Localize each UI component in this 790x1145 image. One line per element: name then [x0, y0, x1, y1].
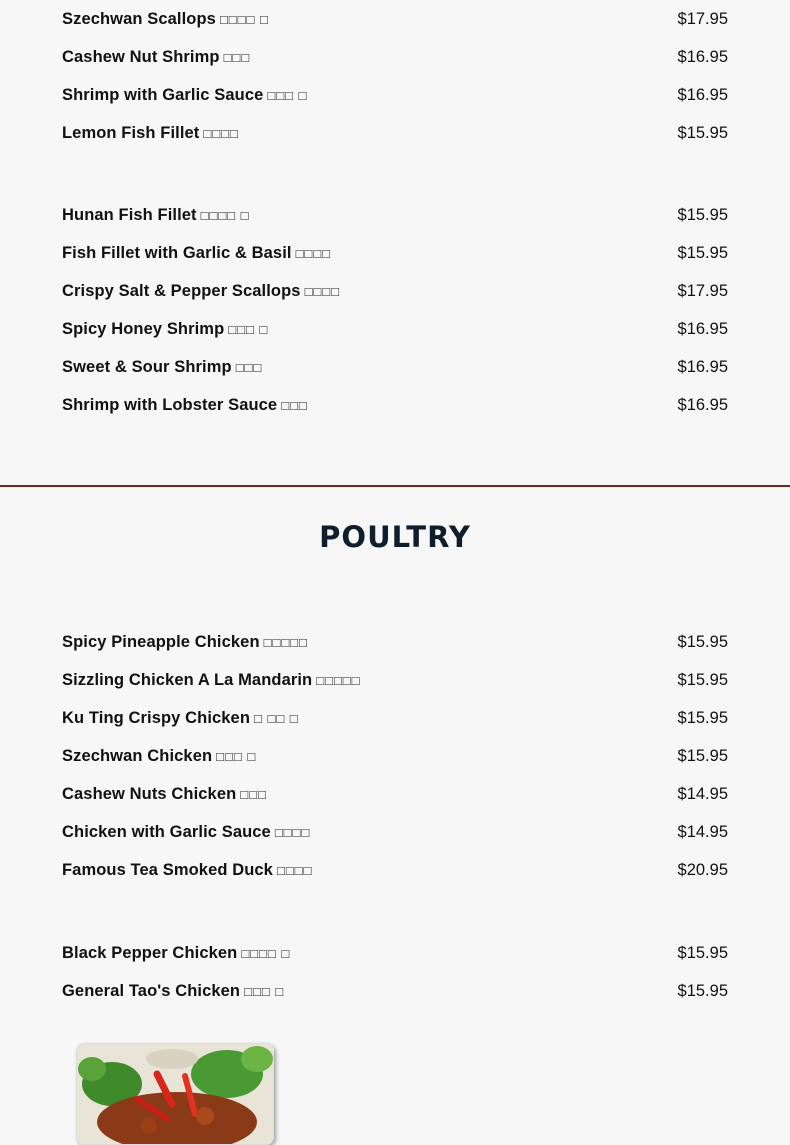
menu-item: [62, 934, 728, 972]
menu-item-name: Hunan Fish Fillet: [62, 205, 197, 224]
menu-item-price: $17.95: [677, 281, 728, 300]
menu-item-price: $14.95: [677, 822, 728, 841]
menu-item: [62, 386, 728, 424]
menu-item-label: [62, 244, 331, 263]
menu-item-chinese-name: □□□□ □: [219, 11, 269, 27]
menu-item: [62, 310, 728, 348]
menu-item-label: [62, 358, 262, 377]
menu-item: [62, 196, 728, 234]
menu-item-label: [62, 785, 267, 804]
menu-item-price: $15.95: [677, 981, 728, 1000]
menu-item-name: Cashew Nut Shrimp: [62, 47, 220, 66]
menu-item-chinese-name: □□□□: [276, 862, 313, 878]
menu-item-chinese-name: □□□ □: [267, 87, 308, 103]
menu-item-name: Black Pepper Chicken: [62, 943, 238, 962]
menu-item-label: [62, 944, 290, 963]
menu-item-name: Fish Fillet with Garlic & Basil: [62, 243, 292, 262]
menu-item-name: Sizzling Chicken A La Mandarin: [62, 670, 313, 689]
menu-item-label: [62, 671, 361, 690]
menu-item: [62, 813, 728, 851]
menu-item-chinese-name: □□□□□: [263, 634, 308, 650]
menu-item-price: $15.95: [677, 708, 728, 727]
dish-photo-image: [77, 1044, 273, 1144]
menu-item: [62, 272, 728, 310]
menu-item-chinese-name: □□□: [235, 359, 263, 375]
menu-item-name: Chicken with Garlic Sauce: [62, 822, 271, 841]
menu-item-name: Shrimp with Lobster Sauce: [62, 395, 278, 414]
menu-item-name: Spicy Honey Shrimp: [62, 319, 225, 338]
menu-item-label: [62, 747, 256, 766]
menu-item-label: [62, 282, 340, 301]
menu-item-chinese-name: □□□ □: [228, 321, 269, 337]
seafood-list-2: [62, 196, 728, 424]
menu-item-chinese-name: □ □□ □: [254, 710, 299, 726]
menu-item-price: $16.95: [677, 85, 728, 104]
menu-item-chinese-name: □□□: [281, 397, 308, 413]
menu-item-name: Lemon Fish Fillet: [62, 123, 200, 142]
seafood-list-1: [62, 0, 728, 152]
menu-item-name: Sweet & Sour Shrimp: [62, 357, 232, 376]
menu-item-price: $16.95: [677, 47, 728, 66]
menu-item-name: Szechwan Scallops: [62, 9, 216, 28]
menu-item-name: Cashew Nuts Chicken: [62, 784, 237, 803]
menu-item-price: $15.95: [677, 243, 728, 262]
menu-item-label: [62, 823, 310, 842]
poultry-list-2: [62, 934, 728, 1010]
menu-item: [62, 972, 728, 1010]
menu-item-chinese-name: □□□: [223, 49, 251, 65]
menu-item-label: [62, 396, 308, 415]
menu-item-chinese-name: □□□□ □: [200, 207, 250, 223]
menu-item: [62, 76, 728, 114]
menu-item-price: $16.95: [677, 357, 728, 376]
menu-item-chinese-name: □□□ □: [216, 748, 257, 764]
menu-item-name: Szechwan Chicken: [62, 746, 213, 765]
poultry-list-1: [62, 623, 728, 889]
menu-item-label: [62, 982, 284, 1001]
menu-item-price: $14.95: [677, 784, 728, 803]
menu-item-chinese-name: □□□□: [203, 125, 239, 141]
menu-item-chinese-name: □□□ □: [244, 983, 285, 999]
menu-item-price: $20.95: [677, 860, 728, 879]
menu-item-price: $15.95: [677, 205, 728, 224]
menu-item: [62, 851, 728, 889]
menu-item-chinese-name: □□□□: [274, 824, 311, 840]
menu-item-chinese-name: □□□□□: [316, 672, 361, 688]
menu-item-name: Shrimp with Garlic Sauce: [62, 85, 264, 104]
menu-item-name: Ku Ting Crispy Chicken: [62, 708, 251, 727]
menu-item-price: $15.95: [677, 670, 728, 689]
menu-item: [62, 234, 728, 272]
menu-item: [62, 775, 728, 813]
menu-item-label: [62, 10, 269, 29]
menu-item-name: Famous Tea Smoked Duck: [62, 860, 273, 879]
menu-item-label: [62, 709, 299, 728]
menu-item-label: [62, 48, 250, 67]
menu-item-price: $15.95: [677, 632, 728, 651]
menu-item: [62, 661, 728, 699]
menu-item-label: [62, 86, 307, 105]
menu-item-label: [62, 124, 239, 143]
menu-item-name: Spicy Pineapple Chicken: [62, 632, 260, 651]
menu-item-price: $17.95: [677, 9, 728, 28]
menu-item-label: [62, 320, 268, 339]
menu-item: [62, 699, 728, 737]
menu-item: [62, 38, 728, 76]
menu-item-price: $15.95: [677, 746, 728, 765]
menu-item: [62, 737, 728, 775]
dish-photo: [76, 1043, 274, 1145]
menu-item: [62, 0, 728, 38]
menu-item-price: $16.95: [677, 395, 728, 414]
menu-item-price: $15.95: [677, 943, 728, 962]
menu-item: [62, 114, 728, 152]
menu-item: [62, 623, 728, 661]
menu-item-name: General Tao's Chicken: [62, 981, 241, 1000]
menu-item-chinese-name: □□□□: [304, 283, 340, 299]
menu-item-price: $16.95: [677, 319, 728, 338]
menu-item-label: [62, 633, 308, 652]
menu-item-chinese-name: □□□: [240, 786, 267, 802]
section-title-poultry: POULTRY: [319, 520, 471, 554]
menu-item-price: $15.95: [677, 123, 728, 142]
section-divider: [0, 485, 790, 487]
menu-item-name: Crispy Salt & Pepper Scallops: [62, 281, 301, 300]
menu-item-label: [62, 861, 312, 880]
menu-item-label: [62, 206, 250, 225]
menu-item-chinese-name: □□□□ □: [241, 945, 291, 961]
menu-item-chinese-name: □□□□: [295, 245, 331, 261]
menu-item: [62, 348, 728, 386]
